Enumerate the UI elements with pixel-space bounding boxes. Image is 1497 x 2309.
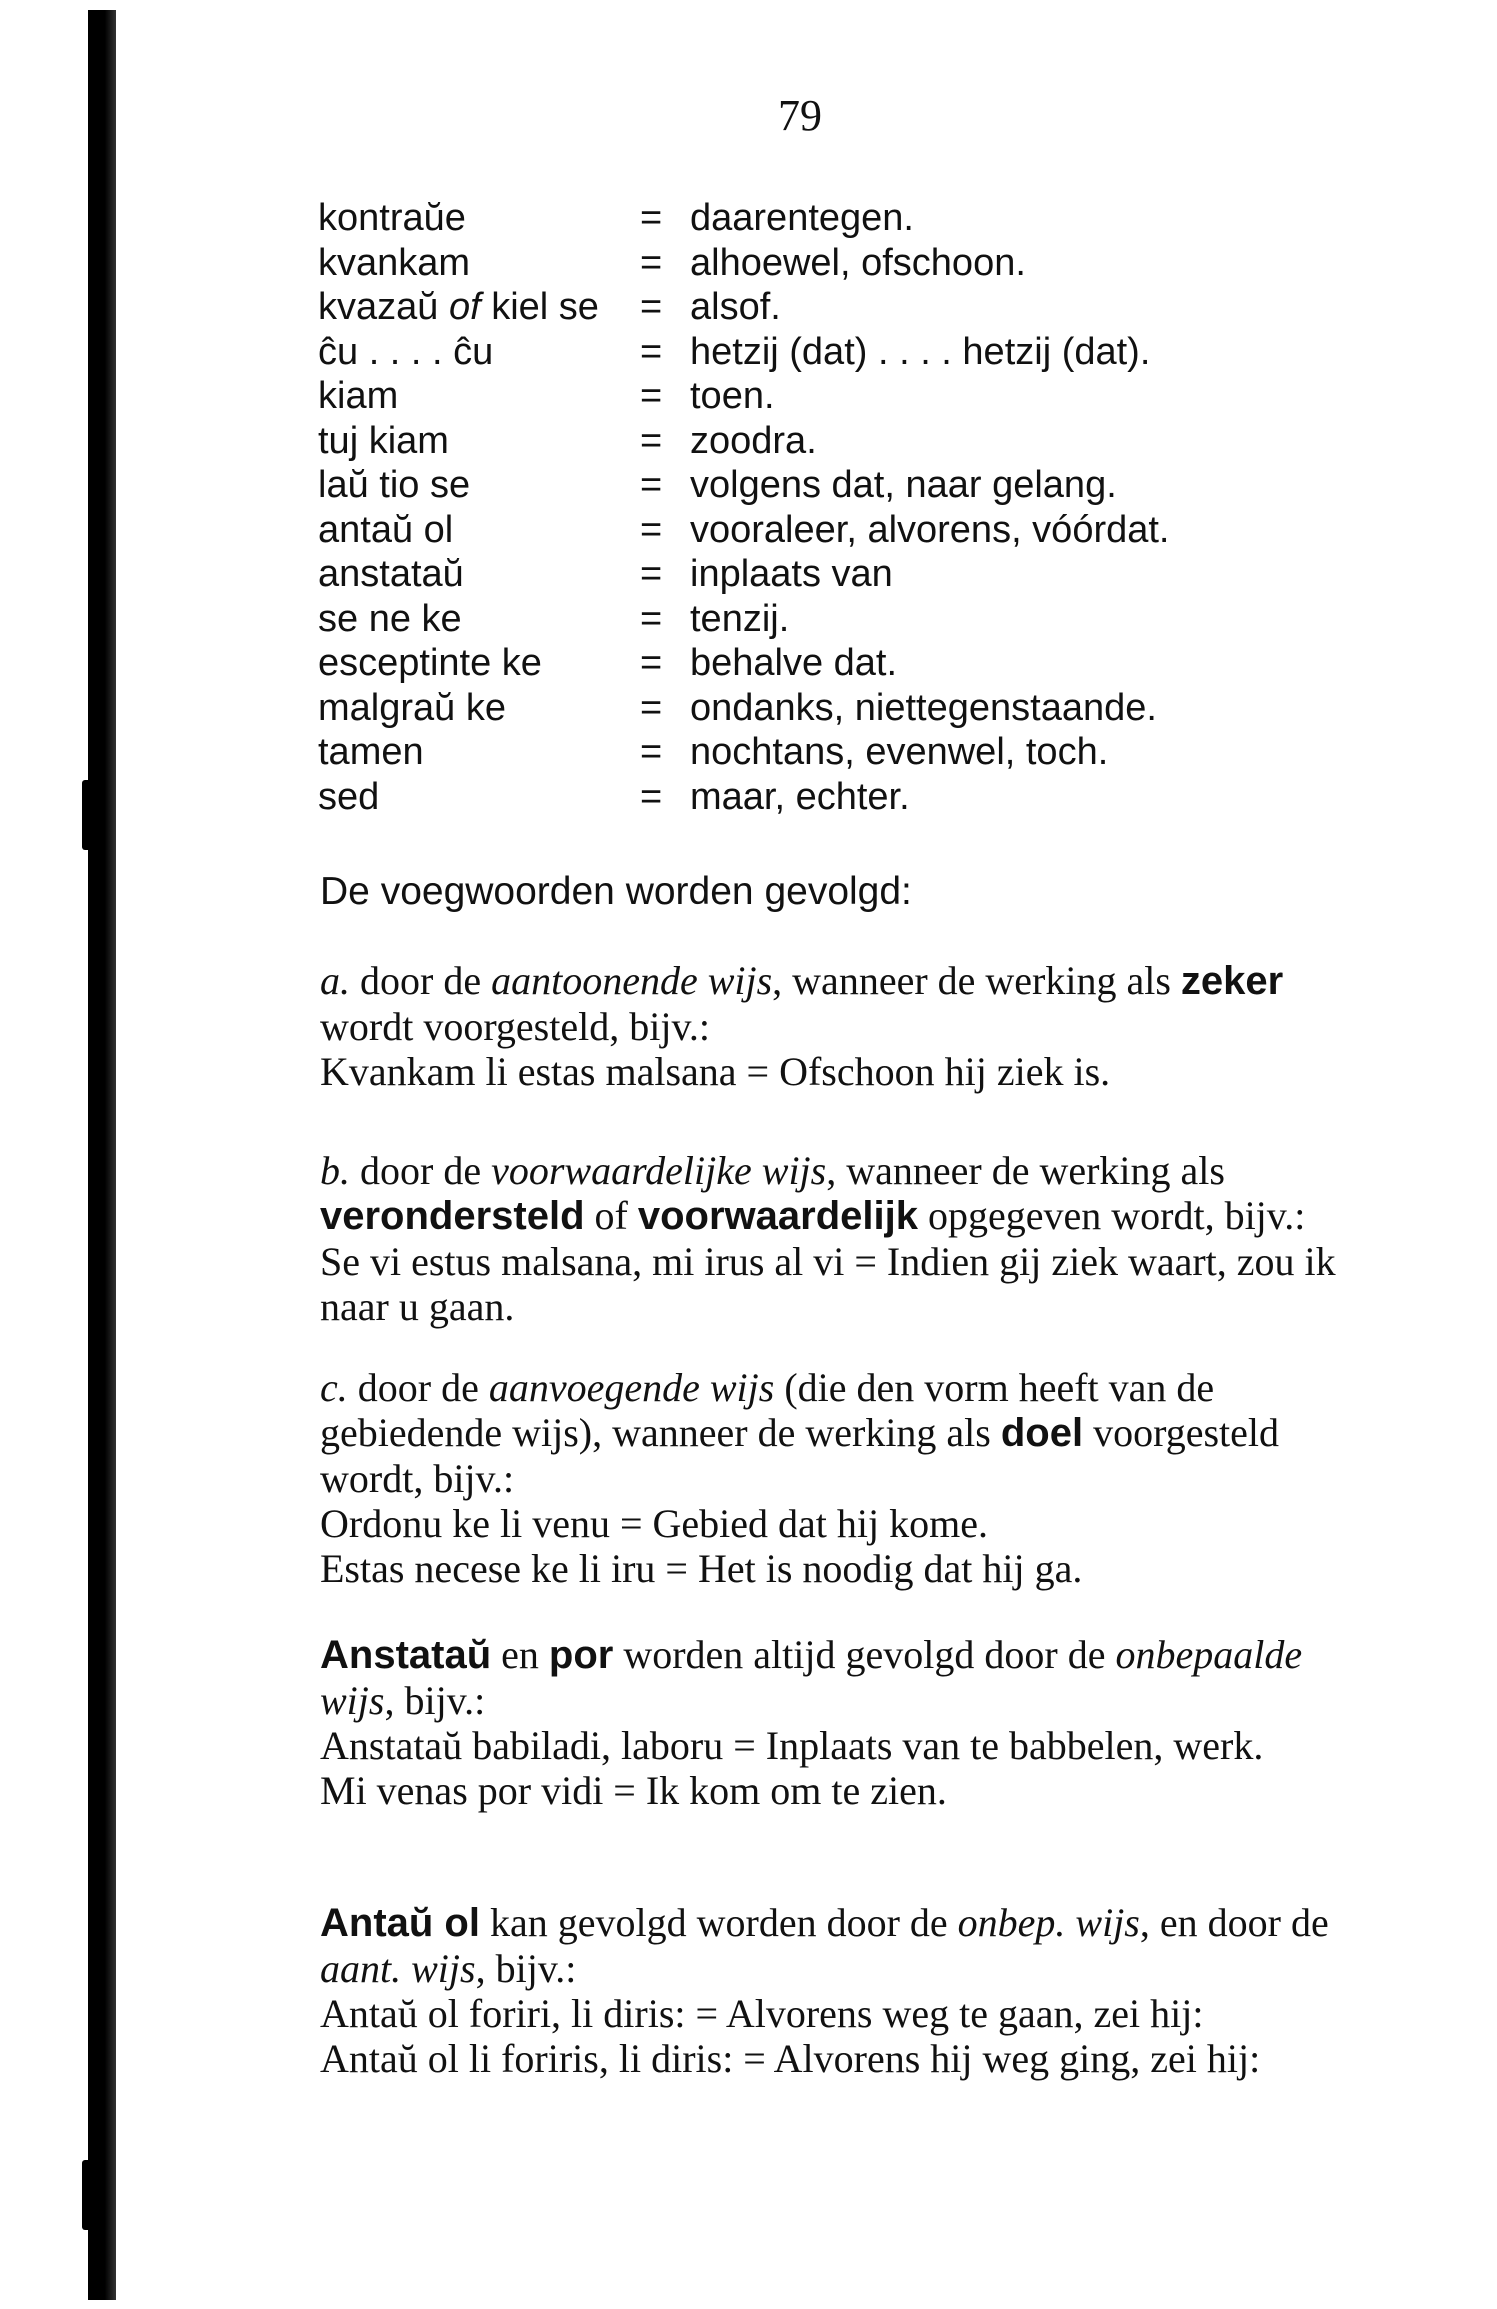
- emphasis: verondersteld: [320, 1194, 585, 1238]
- vocab-meaning: vooraleer, alvorens, vóórdat.: [690, 508, 1170, 551]
- emphasis: doel: [1000, 1411, 1084, 1455]
- example-line: Estas necese ke li iru = Het is noodig dat hij ga.: [320, 1546, 1083, 1591]
- vocab-term: kiam: [318, 375, 399, 417]
- example-line: Se vi estus malsana, mi irus al vi = Indien gij ziek waart, zou ik naar u gaan.: [320, 1239, 1336, 1329]
- vocab-term-part: kvazaŭ: [318, 286, 449, 328]
- vocab-meaning: maar, echter.: [690, 775, 910, 818]
- vocab-meaning: alsof.: [690, 286, 781, 328]
- vocab-meaning: daarentegen.: [690, 197, 914, 239]
- vocab-term-italic: of: [448, 286, 481, 328]
- mode-name: aanvoegende wijs: [488, 1365, 775, 1410]
- text-run: , wanneer de werking als: [826, 1148, 1225, 1193]
- vocab-meaning: zoodra.: [690, 419, 817, 462]
- equals-sign: =: [640, 775, 663, 818]
- text-run: door de: [347, 1365, 489, 1410]
- example-line: Antaŭ ol li foriris, li diris: = Alvorens hij weg ging, zei hij:: [320, 2036, 1261, 2081]
- vocab-term: esceptinte ke: [318, 642, 542, 684]
- equals-sign: =: [640, 508, 663, 551]
- equals-sign: =: [640, 375, 663, 417]
- text-run: en: [491, 1632, 549, 1677]
- emphasis: Anstataŭ: [320, 1633, 492, 1677]
- example-line: Ordonu ke li venu = Gebied dat hij kome.: [320, 1501, 988, 1546]
- equals-sign: =: [640, 686, 663, 729]
- equals-sign: =: [640, 197, 663, 239]
- section-letter: c.: [320, 1365, 348, 1410]
- text-run: (die den vorm heeft van de gebiedende wijs), wanneer de werking als: [320, 1365, 1215, 1455]
- vocab-meaning: tenzij.: [690, 597, 790, 640]
- vocab-term: tuj kiam: [318, 419, 449, 462]
- vocab-meaning: toen.: [690, 375, 775, 417]
- text-run: , bijv.:: [384, 1678, 486, 1723]
- equals-sign: =: [640, 419, 663, 462]
- section-b-text: [282, 1148, 1342, 1239]
- vocab-meaning: inplaats van: [690, 553, 893, 595]
- section-antau-text: [282, 1900, 1342, 1991]
- mode-name: aantoonende wijs: [491, 958, 773, 1003]
- section-anstatau-text: [282, 1632, 1342, 1723]
- equals-sign: =: [640, 464, 663, 506]
- section-c: [282, 1365, 1342, 1591]
- vocab-term: ĉu . . . . ĉu: [318, 330, 494, 373]
- vocab-meaning: behalve dat.: [690, 642, 898, 684]
- vocab-term: anstataŭ: [318, 553, 464, 595]
- vocab-term: kvankam: [318, 241, 471, 284]
- vocab-term: laŭ tio se: [318, 464, 471, 506]
- vocab-term: tamen: [318, 731, 424, 773]
- equals-sign: =: [640, 597, 663, 640]
- section-anstatau: [282, 1632, 1342, 1813]
- vocab-term: antaŭ ol: [318, 508, 454, 551]
- vocab-meaning: alhoewel, ofschoon.: [690, 241, 1026, 284]
- section-a-text: [282, 958, 1342, 1049]
- equals-sign: =: [640, 642, 663, 684]
- mode-name: aant. wijs: [320, 1946, 476, 1991]
- example-line: Kvankam li estas malsana = Ofschoon hij ziek is.: [320, 1049, 1111, 1094]
- text-run: worden altijd gevolgd door de: [613, 1632, 1116, 1677]
- section-letter: b.: [320, 1148, 350, 1193]
- page-number: 79: [778, 91, 822, 140]
- intro-line: De voegwoorden worden gevolgd:: [320, 870, 912, 913]
- vocab-meaning: nochtans, evenwel, toch.: [690, 731, 1109, 773]
- text-run: , wanneer de werking als: [772, 958, 1181, 1003]
- section-b: [282, 1148, 1342, 1329]
- equals-sign: =: [640, 241, 663, 284]
- text-run: door de: [350, 1148, 492, 1193]
- vocab-meaning: volgens dat, naar gelang.: [690, 464, 1117, 506]
- mode-name: onbepaalde wijs: [320, 1632, 1303, 1723]
- example-line: Mi venas por vidi = Ik kom om te zien.: [320, 1768, 947, 1813]
- vocab-term: malgraŭ ke: [318, 686, 506, 729]
- spine-mark: [82, 2160, 94, 2230]
- text-run: voorgesteld wordt, bijv.:: [320, 1410, 1279, 1501]
- equals-sign: =: [640, 553, 663, 595]
- equals-sign: =: [640, 286, 663, 328]
- text-run: , en door de: [1139, 1900, 1329, 1945]
- text-run: kan gevolgd worden door de: [479, 1900, 958, 1945]
- section-a: [282, 958, 1342, 1094]
- mode-name: onbep. wijs: [957, 1900, 1140, 1945]
- text-run: , bijv.:: [475, 1946, 577, 1991]
- section-antau: [282, 1900, 1342, 2081]
- vocab-term-part: kiel se: [480, 286, 599, 328]
- vocab-term: kontraŭe: [318, 197, 466, 239]
- vocab-term: sed: [318, 775, 380, 818]
- text-run: opgegeven wordt, bijv.:: [917, 1193, 1306, 1238]
- vocab-meaning: ondanks, niettegenstaande.: [690, 686, 1157, 729]
- section-letter: a.: [320, 958, 350, 1003]
- mode-name: voorwaardelijke wijs: [491, 1148, 827, 1193]
- emphasis: por: [548, 1633, 614, 1677]
- section-c-text: [282, 1365, 1342, 1501]
- example-line: Anstataŭ babiladi, laboru = Inplaats van te babbelen, werk.: [320, 1723, 1264, 1768]
- emphasis: voorwaardelijk: [637, 1194, 918, 1238]
- text-run: of: [584, 1193, 638, 1238]
- text-run: door de: [350, 958, 492, 1003]
- text-run: wordt voorgesteld, bijv.:: [320, 1004, 710, 1049]
- equals-sign: =: [640, 330, 663, 373]
- book-spine-edge: [88, 10, 116, 2300]
- emphasis: Antaŭ ol: [320, 1901, 480, 1945]
- spine-mark: [82, 780, 94, 850]
- example-line: Antaŭ ol foriri, li diris: = Alvorens weg te gaan, zei hij:: [320, 1991, 1204, 2036]
- equals-sign: =: [640, 731, 663, 773]
- emphasis: zeker: [1180, 959, 1284, 1003]
- vocab-meaning: hetzij (dat) . . . . hetzij (dat).: [690, 330, 1151, 373]
- vocab-term: se ne ke: [318, 597, 462, 640]
- vocab-term: [318, 285, 599, 329]
